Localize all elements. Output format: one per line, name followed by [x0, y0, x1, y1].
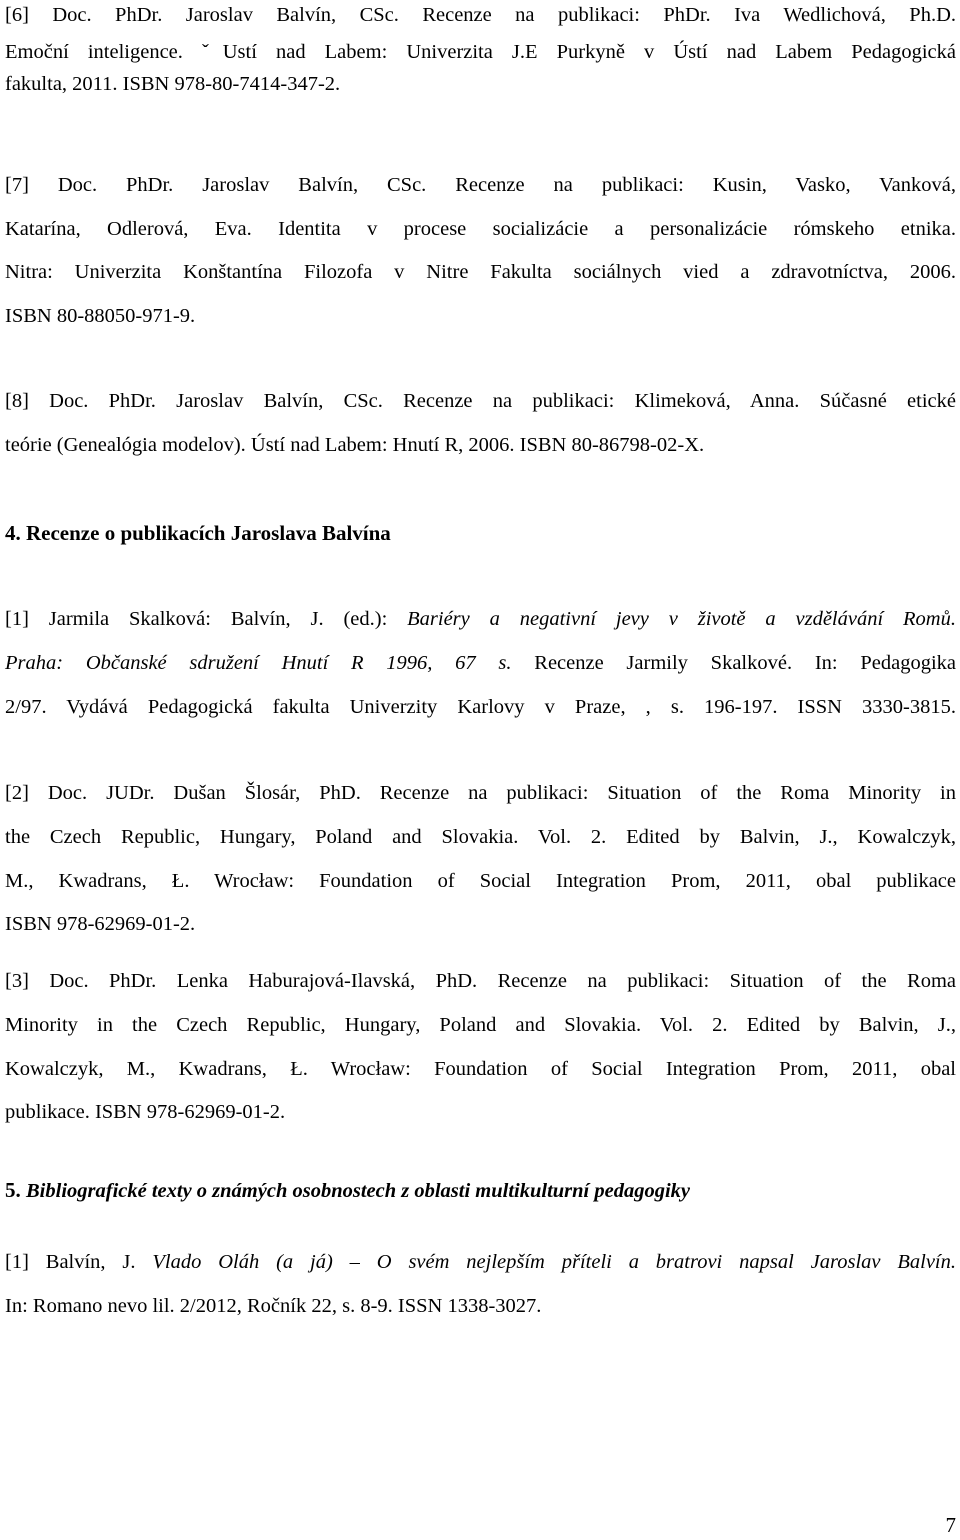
entry-6-line-1: [6] Doc. PhDr. Jaroslav Balvín, CSc. Recenze na publikaci: PhDr. Iva Wedlichová, Ph.D.	[5, 4, 956, 26]
review-3-line-2: Minority in the Czech Republic, Hungary, Poland and Slovakia. Vol. 2. Edited by Balvin, J.,	[5, 1014, 956, 1036]
page-number: 7	[945, 1513, 956, 1537]
entry-6-line-3: fakulta, 2011. ISBN 978-80-7414-347-2.	[5, 73, 341, 95]
entry-8-line-1: [8] Doc. PhDr. Jaroslav Balvín, CSc. Recenze na publikaci: Klimeková, Anna. Súčasné etické	[5, 390, 956, 412]
review-1-line-3: 2/97. Vydává Pedagogická fakulta Univerzity Karlovy v Praze, , s. 196-197. ISSN 3330-3815.	[5, 696, 956, 718]
section-5-number: 5.	[5, 1178, 26, 1202]
section-5-title: Bibliografické texty o známých osobnostech z oblasti multikulturní pedagogiky	[26, 1180, 691, 1202]
section-4-heading: 4. Recenze o publikacích Jaroslava Balvína	[5, 521, 391, 545]
entry-6-line-2: Emoční inteligence. ˇUstí nad Labem: Univerzita J.E Purkyně v Ústí nad Labem Pedagogická	[5, 41, 956, 63]
biblio-1-line-2: In: Romano nevo lil. 2/2012, Ročník 22, s. 8-9. ISSN 1338-3027.	[5, 1295, 542, 1317]
review-1-line-1	[5, 604, 956, 634]
entry-7-line-2: Katarína, Odlerová, Eva. Identita v procese socializácie a personalizácie rómskeho etnika.	[5, 218, 956, 240]
entry-7-line-4: ISBN 80-88050-971-9.	[5, 305, 196, 327]
review-1-book-title: Bariéry a negativní jevy v životě a vzdělávání Romů.	[407, 608, 956, 630]
review-2-line-2: the Czech Republic, Hungary, Poland and Slovakia. Vol. 2. Edited by Balvin, J., Kowalczyk,	[5, 826, 956, 848]
review-2-line-1: [2] Doc. JUDr. Dušan Šlosár, PhD. Recenze na publikaci: Situation of the Roma Minority in	[5, 782, 956, 804]
entry-7-line-3: Nitra: Univerzita Konštantína Filozofa v Nitre Fakulta sociálnych vied a zdravotníctva, 2006.	[5, 261, 956, 283]
biblio-1-line-1	[5, 1247, 956, 1277]
review-1-author: [1] Jarmila Skalková: Balvín, J. (ed.):	[5, 608, 408, 630]
entry-7-line-1: [7] Doc. PhDr. Jaroslav Balvín, CSc. Recenze na publikaci: Kusin, Vasko, Vanková,	[5, 174, 956, 196]
review-1-publisher: Praha: Občanské sdružení Hnutí R 1996, 67 s.	[5, 652, 512, 674]
review-2-line-4: ISBN 978-62969-01-2.	[5, 913, 196, 935]
review-2-line-3: M., Kwadrans, Ł. Wrocław: Foundation of Social Integration Prom, 2011, obal publikace	[5, 870, 956, 892]
section-5-heading	[5, 1175, 956, 1206]
biblio-1-author: [1] Balvín, J.	[5, 1251, 153, 1273]
biblio-1-title: Vlado Oláh (a já) – O svém nejlepším příteli a bratrovi napsal Jaroslav Balvín.	[152, 1251, 956, 1273]
review-3-line-1: [3] Doc. PhDr. Lenka Haburajová-Ilavská, PhD. Recenze na publikaci: Situation of the Roma	[5, 970, 956, 992]
entry-8-line-2: teórie (Genealógia modelov). Ústí nad Labem: Hnutí R, 2006. ISBN 80-86798-02-X.	[5, 434, 705, 456]
review-1-line-2	[5, 648, 956, 678]
review-3-line-3: Kowalczyk, M., Kwadrans, Ł. Wrocław: Foundation of Social Integration Prom, 2011, obal	[5, 1058, 956, 1080]
review-1-source: Recenze Jarmily Skalkové. In: Pedagogika	[511, 652, 956, 674]
review-3-line-4: publikace. ISBN 978-62969-01-2.	[5, 1101, 286, 1123]
